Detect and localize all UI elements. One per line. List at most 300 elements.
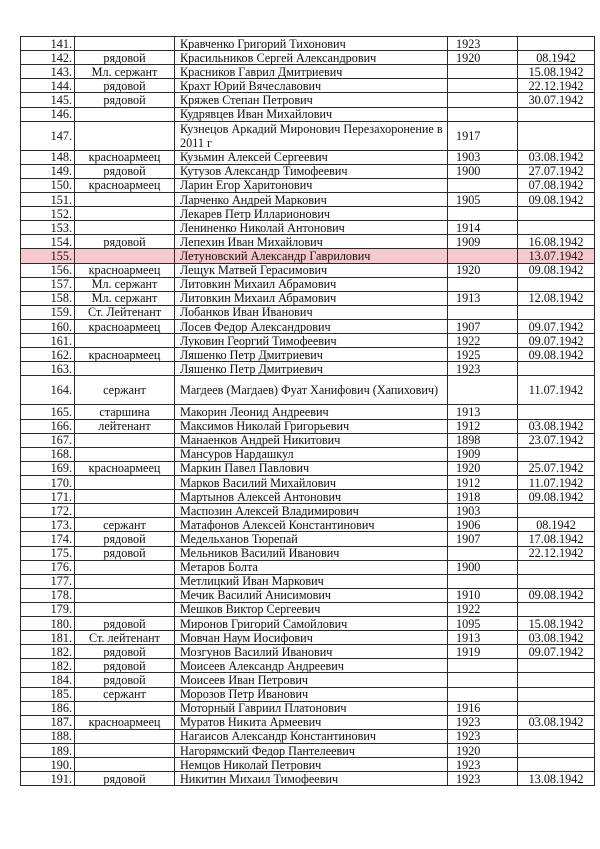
birth-year: 1923 bbox=[448, 37, 518, 51]
birth-year: 1912 bbox=[448, 419, 518, 433]
table-row bbox=[21, 93, 595, 107]
full-name: Муратов Никита Армеевич bbox=[175, 715, 448, 729]
death-date: 13.08.1942 bbox=[518, 772, 595, 786]
birth-year: 1923 bbox=[448, 758, 518, 772]
row-number: 160. bbox=[21, 319, 75, 333]
table-row bbox=[21, 221, 595, 235]
full-name: Мозгунов Василий Иванович bbox=[175, 645, 448, 659]
death-date bbox=[518, 405, 595, 419]
military-rank: рядовой bbox=[75, 673, 175, 687]
military-rank bbox=[75, 362, 175, 376]
full-name: Максимов Николай Григорьевич bbox=[175, 419, 448, 433]
full-name: Кутузов Александр Тимофеевич bbox=[175, 164, 448, 178]
military-rank bbox=[75, 121, 175, 150]
death-date bbox=[518, 305, 595, 319]
military-rank: Ст. Лейтенант bbox=[75, 305, 175, 319]
birth-year bbox=[448, 305, 518, 319]
table-row bbox=[21, 305, 595, 319]
military-rank: рядовой bbox=[75, 772, 175, 786]
death-date: 16.08.1942 bbox=[518, 235, 595, 249]
row-number: 189. bbox=[21, 744, 75, 758]
row-number: 166. bbox=[21, 419, 75, 433]
row-number: 169. bbox=[21, 461, 75, 475]
row-number: 185. bbox=[21, 687, 75, 701]
military-rank: Мл. сержант bbox=[75, 277, 175, 291]
birth-year: 1918 bbox=[448, 490, 518, 504]
table-row bbox=[21, 758, 595, 772]
military-rank: рядовой bbox=[75, 645, 175, 659]
death-date: 09.08.1942 bbox=[518, 588, 595, 602]
birth-year bbox=[448, 65, 518, 79]
full-name: Манаенков Андрей Никитович bbox=[175, 433, 448, 447]
full-name: Лобанков Иван Иванович bbox=[175, 305, 448, 319]
birth-year bbox=[448, 277, 518, 291]
death-date: 03.08.1942 bbox=[518, 715, 595, 729]
birth-year bbox=[448, 249, 518, 263]
death-date: 12.08.1942 bbox=[518, 291, 595, 305]
table-row bbox=[21, 772, 595, 786]
death-date: 09.08.1942 bbox=[518, 490, 595, 504]
military-rank: красноармеец bbox=[75, 461, 175, 475]
birth-year bbox=[448, 79, 518, 93]
table-row bbox=[21, 461, 595, 475]
death-date: 13.07.1942 bbox=[518, 249, 595, 263]
table-row bbox=[21, 65, 595, 79]
death-date: 27.07.1942 bbox=[518, 164, 595, 178]
birth-year: 1913 bbox=[448, 631, 518, 645]
full-name: Моисеев Александр Андреевич bbox=[175, 659, 448, 673]
military-rank: рядовой bbox=[75, 235, 175, 249]
table-row bbox=[21, 701, 595, 715]
military-rank: рядовой bbox=[75, 79, 175, 93]
death-date bbox=[518, 687, 595, 701]
full-name: Маспозин Алексей Владимирович bbox=[175, 504, 448, 518]
row-number: 142. bbox=[21, 51, 75, 65]
row-number: 181. bbox=[21, 631, 75, 645]
death-date: 08.1942 bbox=[518, 518, 595, 532]
military-rank: лейтенант bbox=[75, 419, 175, 433]
table-row bbox=[21, 348, 595, 362]
death-date: 03.08.1942 bbox=[518, 631, 595, 645]
table-row bbox=[21, 631, 595, 645]
birth-year: 1923 bbox=[448, 362, 518, 376]
birth-year: 1903 bbox=[448, 150, 518, 164]
death-date: 09.08.1942 bbox=[518, 263, 595, 277]
full-name: Магдеев (Магдаев) Фуат Ханифович (Хапихович) bbox=[175, 376, 448, 405]
row-number: 146. bbox=[21, 107, 75, 121]
birth-year: 1909 bbox=[448, 447, 518, 461]
death-date: 22.12.1942 bbox=[518, 546, 595, 560]
row-number: 155. bbox=[21, 249, 75, 263]
full-name: Моисеев Иван Петрович bbox=[175, 673, 448, 687]
death-date: 07.08.1942 bbox=[518, 178, 595, 192]
military-rank: рядовой bbox=[75, 532, 175, 546]
table-row bbox=[21, 532, 595, 546]
table-row bbox=[21, 645, 595, 659]
table-row bbox=[21, 164, 595, 178]
table-row bbox=[21, 744, 595, 758]
row-number: 180. bbox=[21, 617, 75, 631]
full-name: Немцов Николай Петрович bbox=[175, 758, 448, 772]
death-date: 09.08.1942 bbox=[518, 192, 595, 206]
birth-year: 1920 bbox=[448, 461, 518, 475]
full-name: Моторный Гавриил Платонович bbox=[175, 701, 448, 715]
military-rank bbox=[75, 433, 175, 447]
military-rank bbox=[75, 560, 175, 574]
death-date bbox=[518, 221, 595, 235]
row-number: 161. bbox=[21, 334, 75, 348]
military-rank: Ст. лейтенант bbox=[75, 631, 175, 645]
table-row bbox=[21, 419, 595, 433]
death-date bbox=[518, 560, 595, 574]
birth-year bbox=[448, 207, 518, 221]
birth-year bbox=[448, 93, 518, 107]
birth-year: 1912 bbox=[448, 475, 518, 489]
death-date bbox=[518, 447, 595, 461]
military-rank: сержант bbox=[75, 687, 175, 701]
birth-year: 1923 bbox=[448, 772, 518, 786]
table-row bbox=[21, 475, 595, 489]
full-name: Летуновский Александр Гаврилович bbox=[175, 249, 448, 263]
death-date bbox=[518, 659, 595, 673]
birth-year: 1905 bbox=[448, 192, 518, 206]
table-row bbox=[21, 150, 595, 164]
full-name: Нагорямский Федор Пантелеевич bbox=[175, 744, 448, 758]
military-rank: сержант bbox=[75, 376, 175, 405]
full-name: Кряжев Степан Петрович bbox=[175, 93, 448, 107]
birth-year: 1906 bbox=[448, 518, 518, 532]
birth-year bbox=[448, 673, 518, 687]
birth-year: 1914 bbox=[448, 221, 518, 235]
full-name: Ларченко Андрей Маркович bbox=[175, 192, 448, 206]
table-row bbox=[21, 235, 595, 249]
birth-year: 1907 bbox=[448, 319, 518, 333]
full-name: Кузьмин Алексей Сергеевич bbox=[175, 150, 448, 164]
death-date bbox=[518, 504, 595, 518]
table-row bbox=[21, 121, 595, 150]
row-number: 187. bbox=[21, 715, 75, 729]
table-row bbox=[21, 291, 595, 305]
military-rank: красноармеец bbox=[75, 319, 175, 333]
table-row bbox=[21, 673, 595, 687]
birth-year: 1920 bbox=[448, 263, 518, 277]
birth-year: 1923 bbox=[448, 715, 518, 729]
birth-year: 1913 bbox=[448, 405, 518, 419]
death-date bbox=[518, 37, 595, 51]
row-number: 159. bbox=[21, 305, 75, 319]
death-date bbox=[518, 207, 595, 221]
full-name: Кудрявцев Иван Михайлович bbox=[175, 107, 448, 121]
full-name: Нагаисов Александр Константинович bbox=[175, 729, 448, 743]
table-row bbox=[21, 405, 595, 419]
table-row bbox=[21, 263, 595, 277]
table-row bbox=[21, 659, 595, 673]
row-number: 175. bbox=[21, 546, 75, 560]
table-row bbox=[21, 560, 595, 574]
birth-year: 1919 bbox=[448, 645, 518, 659]
full-name: Мансуров Нардашкул bbox=[175, 447, 448, 461]
military-rank bbox=[75, 207, 175, 221]
military-rank bbox=[75, 249, 175, 263]
row-number: 141. bbox=[21, 37, 75, 51]
full-name: Мешков Виктор Сергеевич bbox=[175, 602, 448, 616]
death-date: 15.08.1942 bbox=[518, 617, 595, 631]
military-rank: Мл. сержант bbox=[75, 65, 175, 79]
row-number: 168. bbox=[21, 447, 75, 461]
death-date bbox=[518, 729, 595, 743]
row-number: 188. bbox=[21, 729, 75, 743]
full-name: Ларин Егор Харитонович bbox=[175, 178, 448, 192]
birth-year: 1922 bbox=[448, 334, 518, 348]
burial-register-table bbox=[20, 36, 595, 786]
row-number: 154. bbox=[21, 235, 75, 249]
military-rank bbox=[75, 758, 175, 772]
military-rank bbox=[75, 192, 175, 206]
military-rank: красноармеец bbox=[75, 715, 175, 729]
table-row bbox=[21, 334, 595, 348]
death-date bbox=[518, 602, 595, 616]
birth-year: 1913 bbox=[448, 291, 518, 305]
table-row bbox=[21, 79, 595, 93]
table-row bbox=[21, 602, 595, 616]
row-number: 153. bbox=[21, 221, 75, 235]
military-rank bbox=[75, 504, 175, 518]
birth-year: 1922 bbox=[448, 602, 518, 616]
row-number: 178. bbox=[21, 588, 75, 602]
full-name: Литовкин Михаил Абрамович bbox=[175, 291, 448, 305]
row-number: 186. bbox=[21, 701, 75, 715]
military-rank: красноармеец bbox=[75, 150, 175, 164]
row-number: 182. bbox=[21, 659, 75, 673]
full-name: Мельников Василий Иванович bbox=[175, 546, 448, 560]
death-date: 23.07.1942 bbox=[518, 433, 595, 447]
table-row bbox=[21, 574, 595, 588]
full-name: Крахт Юрий Вячеславович bbox=[175, 79, 448, 93]
full-name: Мечик Василий Анисимович bbox=[175, 588, 448, 602]
table-row bbox=[21, 687, 595, 701]
table-row bbox=[21, 51, 595, 65]
military-rank: Мл. сержант bbox=[75, 291, 175, 305]
death-date: 09.08.1942 bbox=[518, 348, 595, 362]
row-number: 156. bbox=[21, 263, 75, 277]
birth-year: 1925 bbox=[448, 348, 518, 362]
military-rank bbox=[75, 744, 175, 758]
row-number: 177. bbox=[21, 574, 75, 588]
table-row bbox=[21, 207, 595, 221]
full-name: Мовчан Наум Иосифович bbox=[175, 631, 448, 645]
death-date: 08.1942 bbox=[518, 51, 595, 65]
birth-year: 1900 bbox=[448, 164, 518, 178]
death-date: 09.07.1942 bbox=[518, 645, 595, 659]
table-row bbox=[21, 362, 595, 376]
death-date bbox=[518, 701, 595, 715]
military-rank bbox=[75, 588, 175, 602]
birth-year: 1903 bbox=[448, 504, 518, 518]
table-row bbox=[21, 588, 595, 602]
full-name: Миронов Григорий Самойлович bbox=[175, 617, 448, 631]
row-number: 165. bbox=[21, 405, 75, 419]
row-number: 157. bbox=[21, 277, 75, 291]
death-date bbox=[518, 758, 595, 772]
table-row bbox=[21, 319, 595, 333]
military-rank bbox=[75, 334, 175, 348]
birth-year: 1909 bbox=[448, 235, 518, 249]
military-rank bbox=[75, 475, 175, 489]
full-name: Марков Василий Михайлович bbox=[175, 475, 448, 489]
row-number: 149. bbox=[21, 164, 75, 178]
table-row bbox=[21, 447, 595, 461]
full-name: Лосев Федор Александрович bbox=[175, 319, 448, 333]
death-date: 25.07.1942 bbox=[518, 461, 595, 475]
row-number: 190. bbox=[21, 758, 75, 772]
full-name: Кузнецов Аркадий Миронович Перезахоронение в 2011 г bbox=[175, 121, 448, 150]
table-row bbox=[21, 376, 595, 405]
military-rank bbox=[75, 490, 175, 504]
row-number: 151. bbox=[21, 192, 75, 206]
row-number: 170. bbox=[21, 475, 75, 489]
row-number: 172. bbox=[21, 504, 75, 518]
birth-year bbox=[448, 659, 518, 673]
full-name: Лекарев Петр Илларионович bbox=[175, 207, 448, 221]
military-rank bbox=[75, 729, 175, 743]
military-rank: рядовой bbox=[75, 93, 175, 107]
death-date: 03.08.1942 bbox=[518, 150, 595, 164]
table-row bbox=[21, 490, 595, 504]
row-number: 152. bbox=[21, 207, 75, 221]
row-number: 179. bbox=[21, 602, 75, 616]
birth-year: 1916 bbox=[448, 701, 518, 715]
full-name: Луковин Георгий Тимофеевич bbox=[175, 334, 448, 348]
row-number: 171. bbox=[21, 490, 75, 504]
death-date: 22.12.1942 bbox=[518, 79, 595, 93]
row-number: 173. bbox=[21, 518, 75, 532]
birth-year bbox=[448, 574, 518, 588]
military-rank bbox=[75, 107, 175, 121]
row-number: 162. bbox=[21, 348, 75, 362]
military-rank: красноармеец bbox=[75, 348, 175, 362]
register-rows bbox=[21, 37, 595, 786]
death-date: 09.07.1942 bbox=[518, 334, 595, 348]
full-name: Метлицкий Иван Маркович bbox=[175, 574, 448, 588]
full-name: Маркин Павел Павлович bbox=[175, 461, 448, 475]
table-row bbox=[21, 37, 595, 51]
military-rank: рядовой bbox=[75, 659, 175, 673]
row-number: 191. bbox=[21, 772, 75, 786]
military-rank: рядовой bbox=[75, 617, 175, 631]
death-date bbox=[518, 277, 595, 291]
row-number: 143. bbox=[21, 65, 75, 79]
full-name: Лещук Матвей Герасимович bbox=[175, 263, 448, 277]
death-date: 30.07.1942 bbox=[518, 93, 595, 107]
military-rank bbox=[75, 447, 175, 461]
row-number: 182. bbox=[21, 645, 75, 659]
full-name: Лепехин Иван Михайлович bbox=[175, 235, 448, 249]
table-row bbox=[21, 546, 595, 560]
death-date: 11.07.1942 bbox=[518, 376, 595, 405]
military-rank bbox=[75, 221, 175, 235]
death-date: 09.07.1942 bbox=[518, 319, 595, 333]
full-name: Кравченко Григорий Тихонович bbox=[175, 37, 448, 51]
birth-year bbox=[448, 376, 518, 405]
row-number: 176. bbox=[21, 560, 75, 574]
row-number: 164. bbox=[21, 376, 75, 405]
full-name: Красников Гаврил Дмитриевич bbox=[175, 65, 448, 79]
death-date: 15.08.1942 bbox=[518, 65, 595, 79]
row-number: 148. bbox=[21, 150, 75, 164]
table-row-highlighted bbox=[21, 249, 595, 263]
row-number: 167. bbox=[21, 433, 75, 447]
full-name: Матафонов Алексей Константинович bbox=[175, 518, 448, 532]
death-date: 03.08.1942 bbox=[518, 419, 595, 433]
birth-year bbox=[448, 178, 518, 192]
full-name: Метаров Болта bbox=[175, 560, 448, 574]
birth-year: 1907 bbox=[448, 532, 518, 546]
death-date: 11.07.1942 bbox=[518, 475, 595, 489]
row-number: 145. bbox=[21, 93, 75, 107]
death-date bbox=[518, 744, 595, 758]
table-row bbox=[21, 433, 595, 447]
table-row bbox=[21, 504, 595, 518]
full-name: Медельханов Тюрепай bbox=[175, 532, 448, 546]
full-name: Ляшенко Петр Дмитриевич bbox=[175, 348, 448, 362]
full-name: Лениненко Николай Антонович bbox=[175, 221, 448, 235]
row-number: 144. bbox=[21, 79, 75, 93]
birth-year: 1923 bbox=[448, 729, 518, 743]
military-rank bbox=[75, 602, 175, 616]
military-rank bbox=[75, 701, 175, 715]
row-number: 150. bbox=[21, 178, 75, 192]
military-rank bbox=[75, 574, 175, 588]
military-rank: красноармеец bbox=[75, 263, 175, 277]
military-rank: старшина bbox=[75, 405, 175, 419]
full-name: Морозов Петр Иванович bbox=[175, 687, 448, 701]
full-name: Ляшенко Петр Дмитриевич bbox=[175, 362, 448, 376]
military-rank bbox=[75, 37, 175, 51]
birth-year: 1910 bbox=[448, 588, 518, 602]
full-name: Красильников Сергей Александрович bbox=[175, 51, 448, 65]
birth-year: 1095 bbox=[448, 617, 518, 631]
death-date bbox=[518, 574, 595, 588]
military-rank: рядовой bbox=[75, 164, 175, 178]
table-row bbox=[21, 617, 595, 631]
birth-year bbox=[448, 107, 518, 121]
table-row bbox=[21, 192, 595, 206]
full-name: Мартынов Алексей Антонович bbox=[175, 490, 448, 504]
row-number: 184. bbox=[21, 673, 75, 687]
table-row bbox=[21, 107, 595, 121]
birth-year: 1920 bbox=[448, 51, 518, 65]
full-name: Никитин Михаил Тимофеевич bbox=[175, 772, 448, 786]
death-date bbox=[518, 107, 595, 121]
birth-year: 1920 bbox=[448, 744, 518, 758]
table-row bbox=[21, 178, 595, 192]
death-date: 17.08.1942 bbox=[518, 532, 595, 546]
full-name: Макорин Леонид Андреевич bbox=[175, 405, 448, 419]
death-date bbox=[518, 121, 595, 150]
military-rank: рядовой bbox=[75, 546, 175, 560]
table-row bbox=[21, 729, 595, 743]
birth-year: 1917 bbox=[448, 121, 518, 150]
death-date bbox=[518, 362, 595, 376]
full-name: Литовкин Михаил Абрамович bbox=[175, 277, 448, 291]
row-number: 158. bbox=[21, 291, 75, 305]
row-number: 163. bbox=[21, 362, 75, 376]
row-number: 147. bbox=[21, 121, 75, 150]
death-date bbox=[518, 673, 595, 687]
birth-year bbox=[448, 687, 518, 701]
military-rank: рядовой bbox=[75, 51, 175, 65]
table-row bbox=[21, 518, 595, 532]
